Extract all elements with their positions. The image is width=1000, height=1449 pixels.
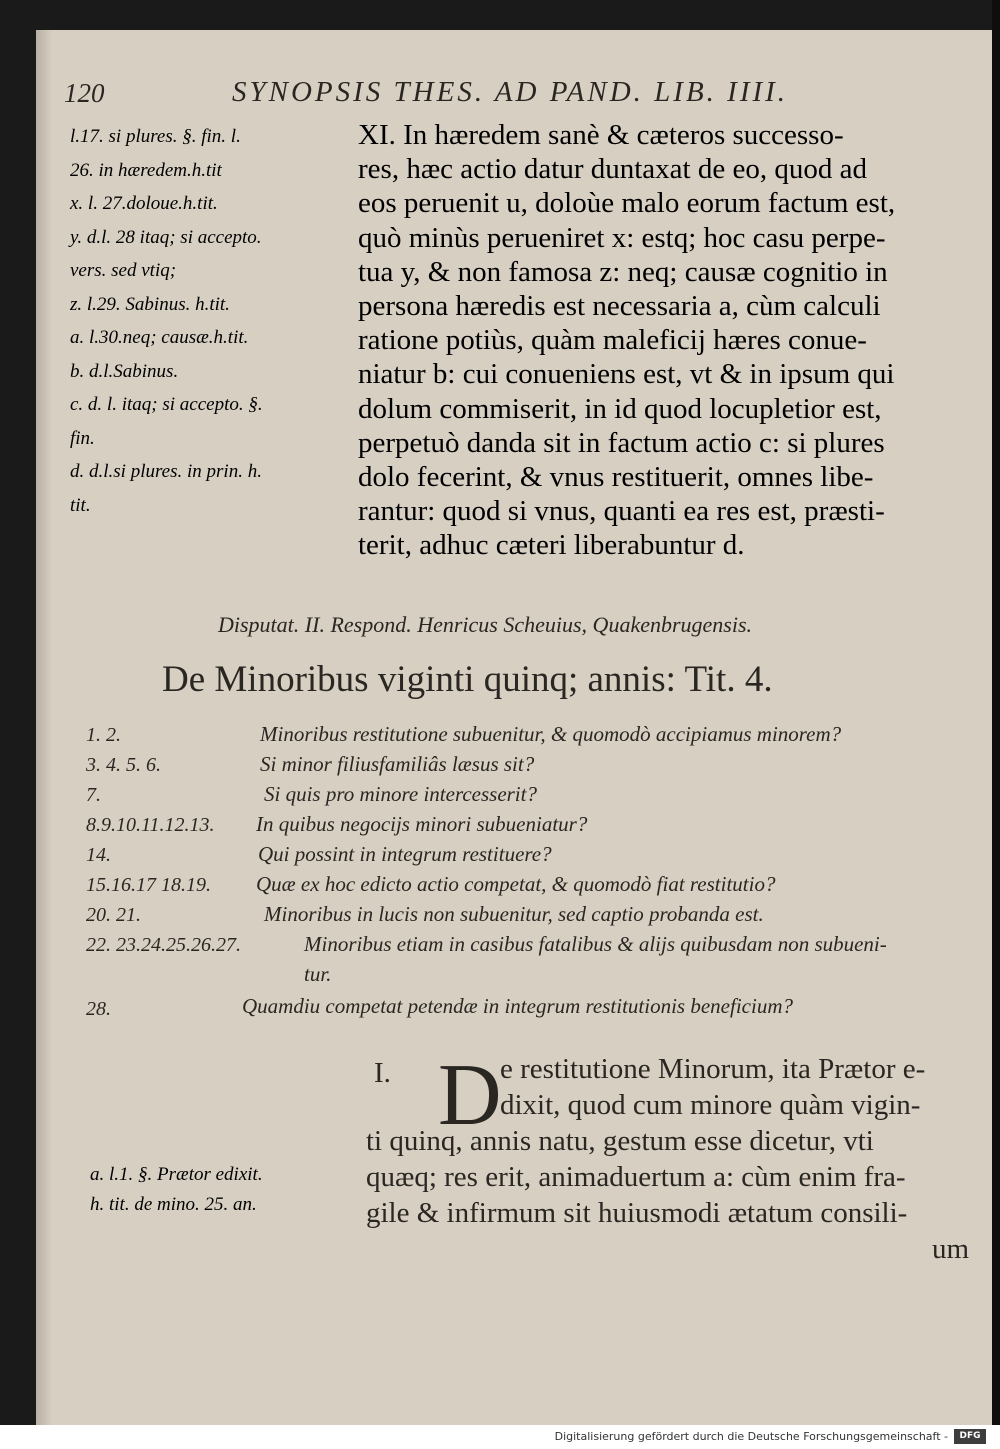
text-line: res, hæc actio datur duntaxat de eo, quod ad	[358, 153, 867, 186]
text-line: gile & infirmum sit huiusmodi ætatum consili-	[366, 1197, 908, 1229]
funding-notice: Digitalisierung gefördert durch die Deutsche Forschungsgemeinschaft -	[554, 1430, 948, 1443]
margin-note: vers. sed vtiq;	[70, 260, 177, 281]
text-line: rantur: quod si vnus, quanti ea res est, præsti-	[358, 495, 885, 528]
text-line: persona hæredis est necessaria a, cùm calculi	[358, 290, 881, 323]
summary-row-text: Minoribus etiam in casibus fatalibus & alijs quibusdam non subueni-	[304, 932, 887, 956]
summary-row	[86, 932, 986, 962]
drop-cap-initial: D	[438, 1047, 502, 1144]
summary-row-number: 1. 2.	[86, 724, 121, 746]
margin-note: 26. in hæredem.h.tit	[70, 159, 222, 181]
summary-row-text: In quibus negocijs minori subueniatur?	[256, 812, 588, 836]
disputation-heading: Disputat. II. Respond. Henricus Scheuius, Quakenbrugensis.	[218, 612, 753, 637]
text-line: eos peruenit u, doloùe malo eorum factum est,	[358, 187, 896, 220]
page-gutter-shadow	[36, 30, 52, 1425]
margin-notes-i	[90, 1158, 390, 1221]
section-xi-text	[358, 118, 988, 563]
margin-note: h. tit. de mino. 25. an.	[90, 1193, 257, 1215]
summary-row-number: 8.9.10.11.12.13.	[86, 814, 215, 836]
footer-bar	[0, 1425, 1000, 1449]
summary-row	[86, 722, 986, 752]
summary-row	[86, 752, 986, 782]
text-line: dolo fecerint, & vnus restituerit, omnes libe-	[358, 461, 874, 494]
margin-note: c. d. l. itaq; si accepto. §.	[70, 394, 263, 415]
text-line: ti quinq, annis natu, gestum esse dicetur, vti	[366, 1125, 874, 1157]
summary-row-number: 7.	[86, 784, 101, 806]
summary-row-number: 22. 23.24.25.26.27.	[86, 934, 241, 956]
summary-row-number: 14.	[86, 844, 111, 866]
page-number: 120	[64, 78, 105, 108]
margin-note: b. d.l.Sabinus.	[70, 360, 179, 382]
summary-row-text: Quæ ex hoc edicto actio competat, & quomodò fiat restitutio?	[256, 872, 776, 896]
text-line: quò minùs perueniret x: estq; hoc casu perpe-	[358, 221, 886, 254]
text-line: dolum commiserit, in id quod locupletior est,	[358, 392, 882, 425]
text-line: ratione potiùs, quàm maleficij hæres conue-	[358, 324, 867, 357]
summary-row-number: 3. 4. 5. 6.	[86, 754, 161, 776]
summary-row-text: Qui possint in integrum restituere?	[258, 842, 552, 866]
margin-note: z. l.29. Sabinus. h.tit.	[70, 293, 230, 315]
margin-note: tit.	[70, 494, 91, 516]
text-line: um	[932, 1233, 970, 1265]
margin-note: fin.	[70, 427, 95, 449]
section-numeral: I.	[374, 1057, 391, 1089]
summary-row	[86, 962, 986, 992]
summary-row	[86, 872, 986, 902]
summary-row-number: 20. 21.	[86, 904, 141, 926]
summary-row-text: Minoribus restitutione subuenitur, & quomodò accipiamus minorem?	[260, 722, 842, 746]
summary-row-text: Minoribus in lucis non subuenitur, sed captio probanda est.	[264, 902, 764, 926]
summary-row-text: Si quis pro minore intercesserit?	[264, 782, 537, 806]
section-title: De Minoribus viginti quinq; annis: Tit. 4.	[162, 659, 773, 700]
margin-note: d. d.l.si plures. in prin. h.	[70, 461, 262, 482]
summary-row-number: 15.16.17 18.19.	[86, 874, 211, 896]
summary-row-text: tur.	[304, 962, 332, 986]
summary-row	[86, 902, 986, 932]
summary-row-text: Quamdiu competat petendæ in integrum restitutionis beneficium?	[242, 994, 793, 1018]
margin-notes-xi	[70, 120, 370, 522]
text-line: dixit, quod cum minore quàm vigin-	[500, 1089, 921, 1121]
dfg-logo: DFG	[954, 1429, 986, 1444]
margin-note: a. l.1. §. Prætor edixit.	[90, 1164, 263, 1185]
summary-row-number: 28.	[86, 998, 111, 1020]
summary-table	[86, 722, 986, 1022]
summary-row-text: Si minor filiusfamiliâs læsus sit?	[260, 752, 535, 776]
text-line: quæq; res erit, animaduertum a: cùm enim fra-	[366, 1161, 906, 1193]
scan-edge	[992, 0, 1000, 1425]
text-line: perpetuò danda sit in factum actio c: si plures	[358, 426, 885, 459]
running-title: SYNOPSIS THES. AD PAND. LIB. IIII.	[232, 76, 789, 108]
margin-note: l.17. si plures. §. fin. l.	[70, 126, 241, 147]
summary-row	[86, 812, 986, 842]
text-line: XI. In hæredem sanè & cæteros successo-	[358, 119, 844, 151]
book-page	[36, 30, 994, 1425]
margin-note: a. l.30.neq; causæ.h.tit.	[70, 327, 249, 348]
summary-row	[86, 782, 986, 812]
text-line: terit, adhuc cæteri liberabuntur d.	[358, 529, 745, 562]
summary-row	[86, 992, 986, 1022]
margin-note: y. d.l. 28 itaq; si accepto.	[70, 226, 262, 248]
summary-row	[86, 842, 986, 872]
text-line: niatur b: cui conueniens est, vt & in ipsum qui	[358, 358, 895, 391]
text-line: tua y, & non famosa z: neq; causæ cognitio in	[358, 255, 888, 288]
margin-note: x. l. 27.doloue.h.tit.	[70, 193, 218, 214]
text-line: e restitutione Minorum, ita Prætor e-	[500, 1053, 926, 1085]
